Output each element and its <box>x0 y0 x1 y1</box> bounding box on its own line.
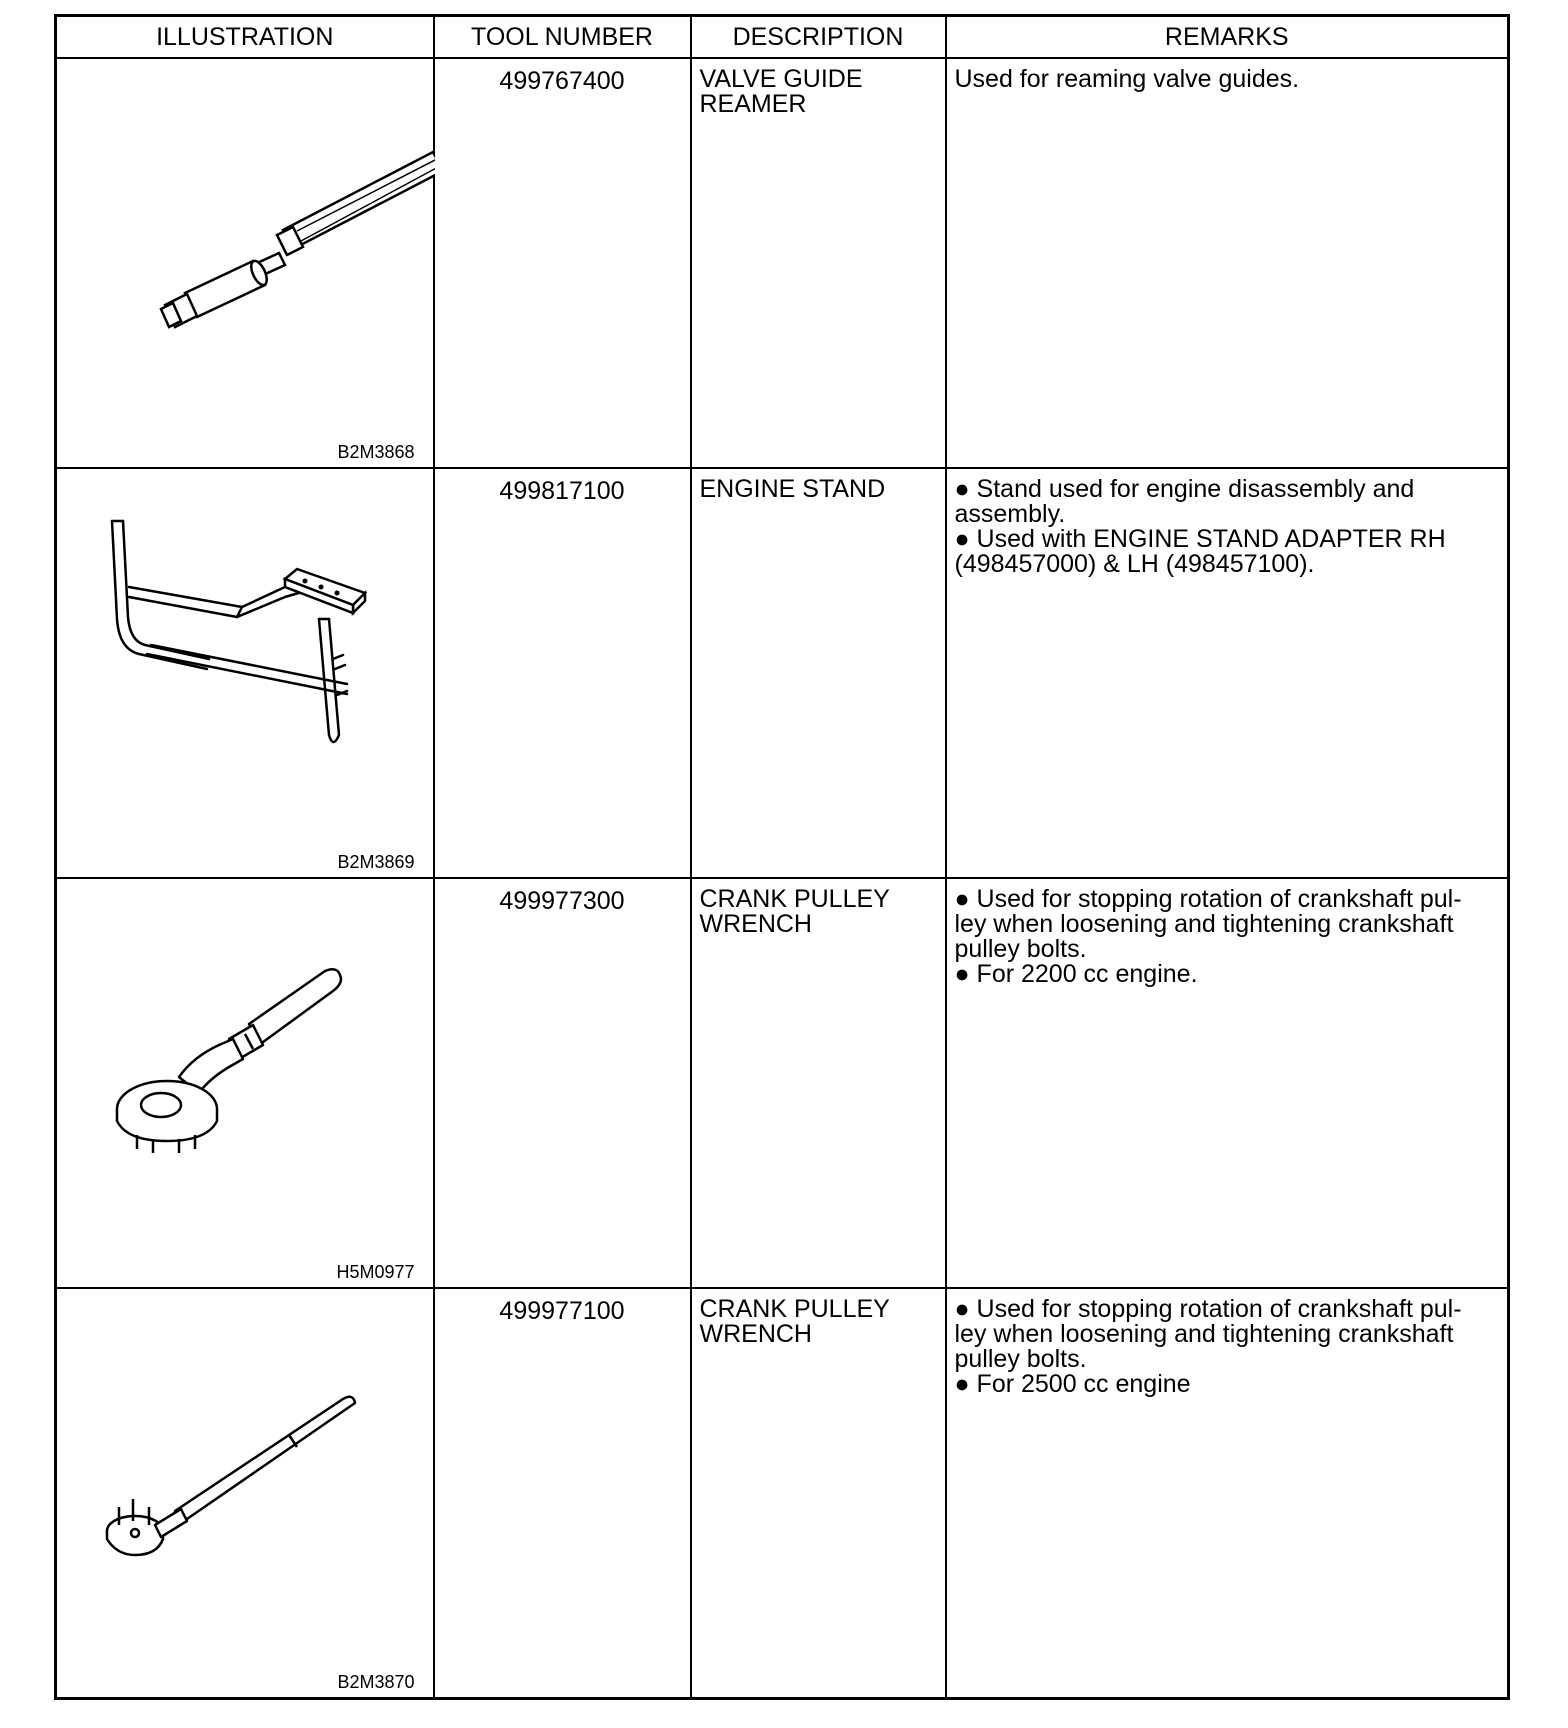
tool-number: 499767400 <box>434 58 691 468</box>
figure-code: B2M3869 <box>337 852 415 872</box>
table-row <box>56 878 1509 1288</box>
illustration-cell <box>56 468 434 878</box>
illustration-cell <box>56 878 434 1288</box>
remarks-line: ● Used for stopping rotation of crankshaft pul- <box>954 885 1462 913</box>
illustration-cell <box>56 1288 434 1699</box>
valve-guide-reamer-icon <box>57 59 435 459</box>
header-row <box>56 16 1509 59</box>
remarks <box>946 1288 1509 1699</box>
figure-code: B2M3868 <box>337 442 415 462</box>
description-line: WRENCH <box>699 1320 812 1348</box>
remarks-line: ● Used for stopping rotation of crankshaft pul- <box>954 1295 1462 1323</box>
remarks-line: ● For 2200 cc engine. <box>954 960 1198 988</box>
description <box>691 468 946 878</box>
remarks-line: ● For 2500 cc engine <box>954 1370 1191 1398</box>
remarks-line: pulley bolts. <box>954 1345 1087 1373</box>
figure-code: H5M0977 <box>336 1262 415 1282</box>
description <box>691 1288 946 1699</box>
remarks-line: ley when loosening and tightening crankshaft <box>954 1320 1454 1348</box>
description-line: CRANK PULLEY <box>699 885 890 913</box>
description-line: CRANK PULLEY <box>699 1295 890 1323</box>
tool-number: 499817100 <box>434 468 691 878</box>
remarks <box>946 878 1509 1288</box>
remarks <box>946 58 1509 468</box>
header-description: DESCRIPTION <box>691 16 946 59</box>
table-row <box>56 468 1509 878</box>
tool-number: 499977100 <box>434 1288 691 1699</box>
description <box>691 58 946 468</box>
description-line: WRENCH <box>699 910 812 938</box>
illustration-cell <box>56 58 434 468</box>
figure-code: B2M3870 <box>337 1672 415 1692</box>
remarks-line: Used for reaming valve guides. <box>954 65 1300 93</box>
table-row <box>56 1288 1509 1699</box>
crank-pulley-wrench-icon <box>57 879 435 1279</box>
remarks-line: ● Stand used for engine disassembly and <box>954 475 1415 503</box>
header-tool-number: TOOL NUMBER <box>434 16 691 59</box>
remarks-line: (498457000) & LH (498457100). <box>954 550 1315 578</box>
description-line: VALVE GUIDE <box>699 65 863 93</box>
remarks-line: assembly. <box>954 500 1066 528</box>
remarks-line: ley when loosening and tightening crankshaft <box>954 910 1454 938</box>
special-tools-table <box>54 14 1510 1700</box>
crank-pulley-wrench-long-icon <box>57 1289 435 1689</box>
header-illustration: ILLUSTRATION <box>56 16 434 59</box>
remarks-line: ● Used with ENGINE STAND ADAPTER RH <box>954 525 1446 553</box>
description-line: REAMER <box>699 90 807 118</box>
remarks-line: pulley bolts. <box>954 935 1087 963</box>
engine-stand-icon <box>57 469 435 869</box>
table-row <box>56 58 1509 468</box>
tool-number: 499977300 <box>434 878 691 1288</box>
description-line: ENGINE STAND <box>699 475 886 503</box>
header-remarks: REMARKS <box>946 16 1509 59</box>
remarks <box>946 468 1509 878</box>
description <box>691 878 946 1288</box>
